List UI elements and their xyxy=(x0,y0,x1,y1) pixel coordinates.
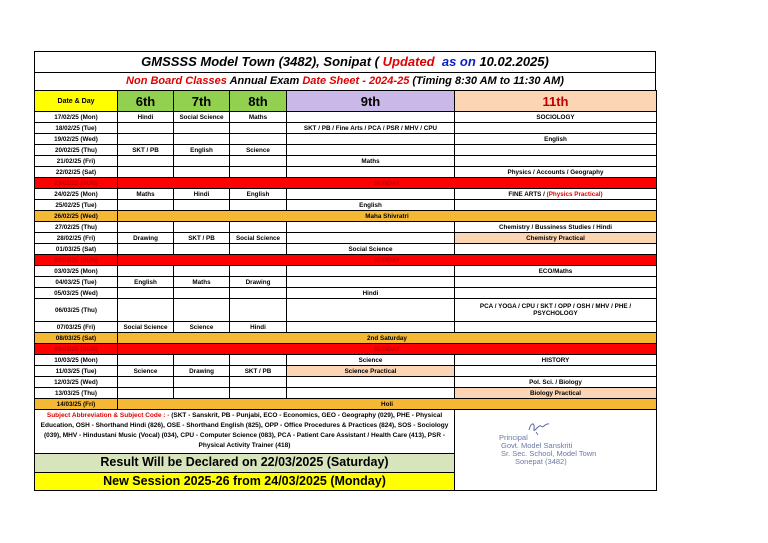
class-11-cell xyxy=(455,222,657,233)
class-6-cell: Hindi xyxy=(118,112,174,123)
date-cell: 11/03/25 (Tue) xyxy=(35,366,118,377)
class-11-cell xyxy=(455,299,657,322)
class-11-cell xyxy=(455,322,657,333)
table-row xyxy=(35,112,657,123)
class-9-cell xyxy=(287,222,455,233)
date-cell: 24/02/25 (Mon) xyxy=(35,189,118,200)
class-6-cell xyxy=(118,156,174,167)
class-7-cell: Maths xyxy=(174,277,230,288)
date-sheet xyxy=(34,51,656,491)
class-8-cell: Hindi xyxy=(230,322,287,333)
table-row xyxy=(35,123,657,134)
header-date-day: Date & Day xyxy=(35,91,118,112)
class-7-cell xyxy=(174,244,230,255)
class-7-cell xyxy=(174,123,230,134)
class-7-cell xyxy=(174,388,230,399)
abbr-text: (SKT - Sanskrit, PB - Punjabi, ECO - Economics, GEO - Geography (029), PHE - Physical Education, OSH - Shorthand Hindi (826), OSE - Shorthand English (825), OPP - Office Procedures & Practices (824), SOS - Sociology (039), MHV - Hindustani Music (Vocal) (034), CPU - Computer Science (083), PCA - Patient Care Assistant / Health Care (413), PSR - Physical Activity Trainer (418) xyxy=(40,412,449,449)
header-class-9: 9th xyxy=(287,91,455,112)
class-7-cell xyxy=(174,156,230,167)
class-9-cell xyxy=(287,112,455,123)
holiday-cell: Holi xyxy=(118,399,657,410)
table-row xyxy=(35,145,657,156)
footer-row xyxy=(35,410,657,491)
table-row xyxy=(35,299,657,322)
class-8-cell: SKT / PB xyxy=(230,366,287,377)
class-6-cell xyxy=(118,167,174,178)
class-9-cell: SKT / PB / Fine Arts / PCA / PSR / MHV / CPU xyxy=(287,123,455,134)
class-8-cell xyxy=(230,355,287,366)
class-8-cell: Maths xyxy=(230,112,287,123)
date-cell: 12/03/25 (Wed) xyxy=(35,377,118,388)
date-cell: 10/03/25 (Mon) xyxy=(35,355,118,366)
stamp-line-4: Sonepat (3482) xyxy=(515,457,567,466)
class-7-cell xyxy=(174,355,230,366)
date-cell: 27/02/25 (Thu) xyxy=(35,222,118,233)
holiday-cell: SUNDAY xyxy=(118,178,657,189)
class-11-cell xyxy=(455,145,657,156)
class-9-cell xyxy=(287,189,455,200)
class-11-cell xyxy=(455,167,657,178)
class-6-cell xyxy=(118,134,174,145)
class-7-cell: SKT / PB xyxy=(174,233,230,244)
date-cell: 06/03/25 (Thu) xyxy=(35,299,118,322)
class-11-cell xyxy=(455,377,657,388)
class-8-cell: English xyxy=(230,189,287,200)
holiday-cell: Maha Shivratri xyxy=(118,211,657,222)
class-11-cell xyxy=(455,388,657,399)
class-11-subject: FINE ARTS / xyxy=(508,190,545,198)
class-9-cell: Maths xyxy=(287,156,455,167)
class-9-cell xyxy=(287,299,455,322)
table-row xyxy=(35,355,657,366)
class-7-cell xyxy=(174,299,230,322)
class-6-cell: Science xyxy=(118,366,174,377)
class-6-cell: Social Science xyxy=(118,322,174,333)
result-declaration: Result Will be Declared on 22/03/2025 (Saturday) xyxy=(35,453,454,472)
class-11-cell xyxy=(455,123,657,134)
table-row xyxy=(35,134,657,145)
table-row xyxy=(35,156,657,167)
class-11-subject: PCA / YOGA / CPU / SKT / OPP / OSH / MHV / PHE / PSYCHOLOGY xyxy=(479,303,632,317)
subject-abbreviations xyxy=(35,410,454,453)
class-9-cell xyxy=(287,377,455,388)
footer-left xyxy=(35,410,455,491)
table-row xyxy=(35,211,657,222)
class-6-cell: Drawing xyxy=(118,233,174,244)
class-8-cell xyxy=(230,299,287,322)
date-cell: 03/03/25 (Mon) xyxy=(35,266,118,277)
date-cell: 28/02/25 (Fri) xyxy=(35,233,118,244)
class-9-cell: Science xyxy=(287,355,455,366)
class-11-cell xyxy=(455,156,657,167)
class-11-practical-note: (Physics Practical) xyxy=(544,190,603,198)
class-11-subject: Pol. Sci. / Biology xyxy=(529,378,582,386)
class-11-cell xyxy=(455,266,657,277)
class-8-cell xyxy=(230,222,287,233)
table-row xyxy=(35,388,657,399)
class-7-cell xyxy=(174,377,230,388)
class-11-cell xyxy=(455,277,657,288)
class-11-cell xyxy=(455,189,657,200)
date-cell: 07/03/25 (Fri) xyxy=(35,322,118,333)
title-as-on: as on xyxy=(441,54,476,69)
table-row xyxy=(35,178,657,189)
class-9-cell xyxy=(287,233,455,244)
date-cell: 23/02/25 (SUN) xyxy=(35,178,118,189)
school-stamp xyxy=(499,434,596,466)
class-11-cell xyxy=(455,112,657,123)
title-updated: Updated xyxy=(382,54,435,69)
table-row xyxy=(35,288,657,299)
header-class-7: 7th xyxy=(174,91,230,112)
class-11-cell xyxy=(455,200,657,211)
date-cell: 13/03/25 (Thu) xyxy=(35,388,118,399)
class-9-cell: Science Practical xyxy=(287,366,455,377)
class-11-cell xyxy=(455,233,657,244)
class-7-cell xyxy=(174,167,230,178)
subtitle-timing: (Timing 8:30 AM to 11:30 AM) xyxy=(412,75,564,87)
class-7-cell: Social Science xyxy=(174,112,230,123)
class-6-cell xyxy=(118,123,174,134)
stamp-line-1: Principal xyxy=(499,433,528,442)
class-6-cell xyxy=(118,299,174,322)
class-7-cell: English xyxy=(174,145,230,156)
table-row xyxy=(35,167,657,178)
table-row xyxy=(35,244,657,255)
date-cell: 01/03/25 (Sat) xyxy=(35,244,118,255)
class-11-subject: Chemistry / Bussiness Studies / Hindi xyxy=(498,223,613,231)
class-7-cell xyxy=(174,134,230,145)
class-11-cell xyxy=(455,366,657,377)
table-row xyxy=(35,255,657,266)
class-9-cell xyxy=(287,134,455,145)
date-cell: 18/02/25 (Tue) xyxy=(35,123,118,134)
sheet-title xyxy=(34,51,656,72)
class-7-cell xyxy=(174,222,230,233)
class-7-cell: Drawing xyxy=(174,366,230,377)
class-9-cell xyxy=(287,145,455,156)
subtitle-annual-exam: Annual Exam xyxy=(229,75,300,87)
class-11-subject: English xyxy=(544,135,567,143)
class-6-cell xyxy=(118,288,174,299)
table-row xyxy=(35,233,657,244)
stamp-line-2: Govt. Model Sanskriti xyxy=(501,441,573,450)
class-8-cell xyxy=(230,167,287,178)
date-cell: 09/03/25 (SUN) xyxy=(35,344,118,355)
class-6-cell: English xyxy=(118,277,174,288)
class-11-subject: Biology Practical xyxy=(529,389,582,397)
date-cell: 19/02/25 (Wed) xyxy=(35,134,118,145)
table-row xyxy=(35,344,657,355)
holiday-cell: SUNDAY xyxy=(118,255,657,266)
class-8-cell xyxy=(230,377,287,388)
class-8-cell xyxy=(230,134,287,145)
table-row xyxy=(35,189,657,200)
date-cell: 05/03/25 (Wed) xyxy=(35,288,118,299)
class-7-cell xyxy=(174,200,230,211)
class-9-cell xyxy=(287,322,455,333)
subtitle-non-board: Non Board Classes xyxy=(126,75,227,87)
class-8-cell xyxy=(230,156,287,167)
class-11-cell xyxy=(455,355,657,366)
date-cell: 04/03/25 (Tue) xyxy=(35,277,118,288)
class-6-cell xyxy=(118,377,174,388)
class-8-cell xyxy=(230,123,287,134)
class-9-cell xyxy=(287,266,455,277)
schedule-table xyxy=(34,90,657,491)
table-row xyxy=(35,366,657,377)
class-7-cell xyxy=(174,288,230,299)
title-main: GMSSSS Model Town (3482), Sonipat ( xyxy=(141,54,379,69)
class-11-subject: HISTORY xyxy=(541,356,570,364)
date-cell: 26/02/25 (Wed) xyxy=(35,211,118,222)
date-cell: 08/03/25 (Sat) xyxy=(35,333,118,344)
header-class-11: 11th xyxy=(455,91,657,112)
class-8-cell xyxy=(230,388,287,399)
class-11-subject: SOCIOLOGY xyxy=(536,113,575,121)
table-row xyxy=(35,277,657,288)
class-7-cell: Science xyxy=(174,322,230,333)
sheet-subtitle xyxy=(34,72,656,90)
class-11-cell xyxy=(455,288,657,299)
class-6-cell xyxy=(118,222,174,233)
holiday-cell: SUNDAY xyxy=(118,344,657,355)
date-cell: 02/03/25 (SUN) xyxy=(35,255,118,266)
table-row xyxy=(35,200,657,211)
class-11-subject: ECO/Maths xyxy=(538,267,573,275)
class-6-cell xyxy=(118,388,174,399)
class-8-cell xyxy=(230,288,287,299)
signature-cell xyxy=(455,410,657,491)
table-row xyxy=(35,222,657,233)
class-11-cell xyxy=(455,134,657,145)
class-9-cell: Hindi xyxy=(287,288,455,299)
header-class-8: 8th xyxy=(230,91,287,112)
date-cell: 21/02/25 (Fri) xyxy=(35,156,118,167)
table-row xyxy=(35,333,657,344)
subtitle-date-sheet: Date Sheet - 2024-25 xyxy=(302,75,410,87)
class-6-cell xyxy=(118,355,174,366)
date-cell: 25/02/25 (Tue) xyxy=(35,200,118,211)
class-9-cell xyxy=(287,167,455,178)
class-8-cell xyxy=(230,244,287,255)
abbr-label: Subject Abbreviation & Subject Code : - xyxy=(46,412,170,419)
class-9-cell: Social Science xyxy=(287,244,455,255)
class-8-cell: Drawing xyxy=(230,277,287,288)
class-9-cell xyxy=(287,388,455,399)
class-8-cell: Science xyxy=(230,145,287,156)
table-row xyxy=(35,266,657,277)
class-8-cell xyxy=(230,266,287,277)
class-7-cell xyxy=(174,266,230,277)
table-row xyxy=(35,322,657,333)
date-cell: 14/03/25 (Fri) xyxy=(35,399,118,410)
class-7-cell: Hindi xyxy=(174,189,230,200)
class-9-cell: English xyxy=(287,200,455,211)
title-date: 10.02.2025) xyxy=(479,54,549,69)
table-row xyxy=(35,399,657,410)
date-cell: 22/02/25 (Sat) xyxy=(35,167,118,178)
class-6-cell: SKT / PB xyxy=(118,145,174,156)
class-8-cell xyxy=(230,200,287,211)
class-6-cell xyxy=(118,244,174,255)
class-9-cell xyxy=(287,277,455,288)
column-header-row xyxy=(35,91,657,112)
holiday-cell: 2nd Saturday xyxy=(118,333,657,344)
date-cell: 17/02/25 (Mon) xyxy=(35,112,118,123)
class-11-subject: Physics / Accounts / Geography xyxy=(507,168,604,176)
class-6-cell xyxy=(118,200,174,211)
header-class-6: 6th xyxy=(118,91,174,112)
date-cell: 20/02/25 (Thu) xyxy=(35,145,118,156)
class-8-cell: Social Science xyxy=(230,233,287,244)
class-6-cell: Maths xyxy=(118,189,174,200)
class-11-subject: Chemistry Practical xyxy=(526,234,585,242)
stamp-line-3: Sr. Sec. School, Model Town xyxy=(501,449,597,458)
class-11-cell xyxy=(455,244,657,255)
new-session-notice: New Session 2025-26 from 24/03/2025 (Monday) xyxy=(35,472,454,490)
table-row xyxy=(35,377,657,388)
class-6-cell xyxy=(118,266,174,277)
